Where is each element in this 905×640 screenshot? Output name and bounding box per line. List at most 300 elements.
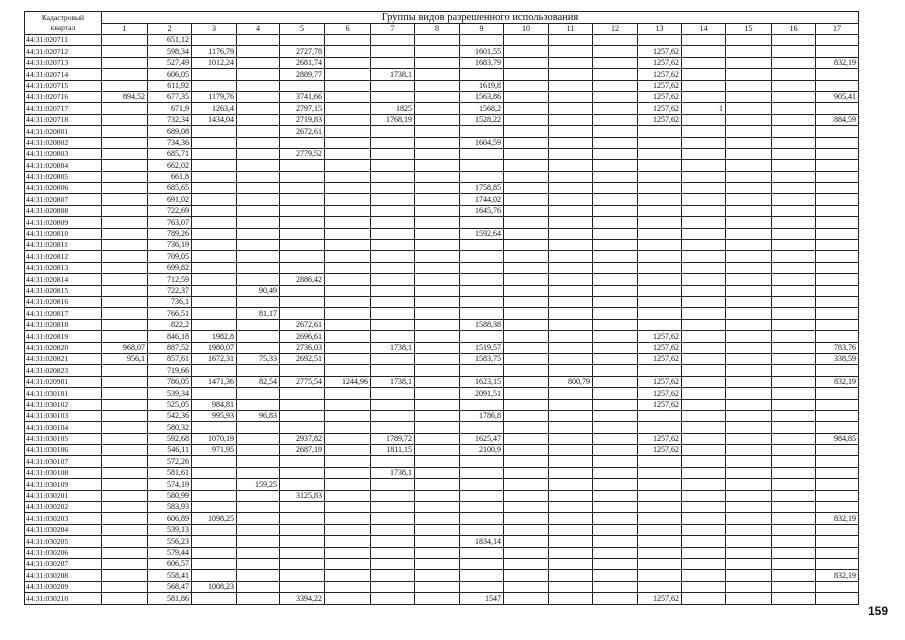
value-cell <box>816 217 859 228</box>
cadastral-quarter-cell: 44:31:030107 <box>25 456 102 467</box>
cadastral-quarter-cell: 44:31:030109 <box>25 479 102 490</box>
value-cell <box>237 547 280 558</box>
value-cell <box>682 183 726 194</box>
cadastral-quarter-cell: 44:31:020819 <box>25 331 102 342</box>
value-cell <box>772 388 816 399</box>
value-cell <box>682 69 726 80</box>
value-cell <box>504 183 549 194</box>
value-cell <box>504 388 549 399</box>
value-cell <box>772 251 816 262</box>
value-cell <box>772 536 816 547</box>
value-cell <box>549 57 593 68</box>
value-cell <box>816 205 859 216</box>
value-cell <box>325 35 371 46</box>
value-cell <box>726 353 772 364</box>
value-cell: 1789,72 <box>371 433 415 444</box>
value-cell <box>371 183 415 194</box>
value-cell: 984,85 <box>816 433 859 444</box>
value-cell <box>460 160 504 171</box>
value-cell <box>772 399 816 410</box>
value-cell <box>504 69 549 80</box>
value-cell <box>682 148 726 159</box>
value-cell <box>772 35 816 46</box>
value-cell <box>504 581 549 592</box>
value-cell <box>682 171 726 182</box>
value-cell <box>549 445 593 456</box>
value-cell <box>192 547 237 558</box>
value-cell: 722,69 <box>148 205 192 216</box>
cadastral-quarter-cell: 44:31:020802 <box>25 137 102 148</box>
value-cell <box>415 536 460 547</box>
table-row <box>25 194 859 205</box>
value-cell: 2727,78 <box>280 46 325 57</box>
value-cell: 712,59 <box>148 274 192 285</box>
value-cell <box>102 69 148 80</box>
value-cell <box>816 46 859 57</box>
table-row <box>25 274 859 285</box>
value-cell <box>325 490 371 501</box>
value-cell <box>549 274 593 285</box>
value-cell: 832,19 <box>816 570 859 581</box>
value-cell <box>237 35 280 46</box>
value-cell <box>726 319 772 330</box>
value-cell <box>682 331 726 342</box>
value-cell <box>549 183 593 194</box>
value-cell: 995,93 <box>192 410 237 421</box>
value-cell <box>102 46 148 57</box>
value-cell <box>638 467 682 478</box>
value-cell <box>192 126 237 137</box>
cadastral-header-line-1: Кадастровый <box>41 13 85 22</box>
value-cell: 1257,62 <box>638 114 682 125</box>
value-cell <box>280 308 325 319</box>
cadastral-quarter-cell: 44:31:020803 <box>25 148 102 159</box>
value-cell: 763,07 <box>148 217 192 228</box>
value-cell <box>504 296 549 307</box>
value-cell <box>237 399 280 410</box>
value-cell <box>102 365 148 376</box>
value-cell <box>415 353 460 364</box>
value-cell <box>772 126 816 137</box>
value-cell <box>549 251 593 262</box>
value-cell <box>460 456 504 467</box>
value-cell <box>192 479 237 490</box>
value-cell: 1070,19 <box>192 433 237 444</box>
value-cell <box>237 160 280 171</box>
value-cell <box>415 570 460 581</box>
value-cell <box>102 160 148 171</box>
value-cell <box>682 217 726 228</box>
value-cell <box>638 126 682 137</box>
value-cell <box>638 570 682 581</box>
value-cell <box>816 456 859 467</box>
value-cell <box>682 91 726 102</box>
value-cell: 905,41 <box>816 91 859 102</box>
value-cell <box>726 422 772 433</box>
value-cell <box>504 217 549 228</box>
value-cell <box>682 80 726 91</box>
value-cell <box>192 456 237 467</box>
value-cell <box>682 581 726 592</box>
land-use-table <box>24 11 859 605</box>
value-cell: 2779,52 <box>280 148 325 159</box>
cadastral-quarter-cell: 44:31:020806 <box>25 183 102 194</box>
value-cell <box>371 353 415 364</box>
value-cell <box>726 126 772 137</box>
value-cell <box>638 217 682 228</box>
value-cell <box>280 581 325 592</box>
value-cell <box>102 570 148 581</box>
value-cell: 539,13 <box>148 524 192 535</box>
value-cell <box>460 490 504 501</box>
value-cell <box>325 80 371 91</box>
value-cell <box>371 160 415 171</box>
value-cell <box>682 547 726 558</box>
value-cell <box>638 274 682 285</box>
table-row <box>25 581 859 592</box>
cadastral-quarter-cell: 44:31:030104 <box>25 422 102 433</box>
value-cell <box>415 35 460 46</box>
value-cell <box>415 319 460 330</box>
value-cell <box>816 319 859 330</box>
table-row <box>25 91 859 102</box>
value-cell <box>593 217 638 228</box>
value-cell <box>504 433 549 444</box>
cadastral-quarter-cell: 44:31:020809 <box>25 217 102 228</box>
value-cell <box>415 581 460 592</box>
value-cell <box>102 228 148 239</box>
value-cell <box>816 296 859 307</box>
value-cell <box>772 558 816 569</box>
cadastral-quarter-cell: 44:31:020821 <box>25 353 102 364</box>
value-cell <box>726 410 772 421</box>
value-cell <box>816 467 859 478</box>
value-cell <box>549 513 593 524</box>
table-row <box>25 319 859 330</box>
value-cell <box>638 513 682 524</box>
value-cell <box>280 80 325 91</box>
column-number-header: 2 <box>148 24 192 35</box>
value-cell <box>549 558 593 569</box>
value-cell <box>415 308 460 319</box>
value-cell: 736,19 <box>148 240 192 251</box>
value-cell <box>682 262 726 273</box>
value-cell <box>280 502 325 513</box>
value-cell <box>638 137 682 148</box>
table-row <box>25 479 859 490</box>
value-cell: 1098,25 <box>192 513 237 524</box>
value-cell <box>726 194 772 205</box>
value-cell <box>816 308 859 319</box>
value-cell <box>460 365 504 376</box>
value-cell <box>415 91 460 102</box>
value-cell <box>280 570 325 581</box>
table-row <box>25 547 859 558</box>
value-cell: 1980,07 <box>192 342 237 353</box>
value-cell <box>682 114 726 125</box>
value-cell <box>593 148 638 159</box>
value-cell <box>593 593 638 604</box>
value-cell <box>638 558 682 569</box>
value-cell: 699,82 <box>148 262 192 273</box>
value-cell <box>816 183 859 194</box>
value-cell <box>280 217 325 228</box>
value-cell: 1528,22 <box>460 114 504 125</box>
value-cell <box>504 479 549 490</box>
value-cell: 1758,85 <box>460 183 504 194</box>
cadastral-quarter-cell: 44:31:030205 <box>25 536 102 547</box>
value-cell: 568,47 <box>148 581 192 592</box>
value-cell <box>726 251 772 262</box>
value-cell <box>280 285 325 296</box>
value-cell <box>772 593 816 604</box>
value-cell <box>682 285 726 296</box>
value-cell <box>816 194 859 205</box>
column-number-header: 6 <box>325 24 371 35</box>
value-cell <box>504 456 549 467</box>
value-cell <box>772 285 816 296</box>
table-row <box>25 388 859 399</box>
value-cell <box>371 274 415 285</box>
value-cell <box>460 148 504 159</box>
value-cell <box>549 365 593 376</box>
value-cell <box>325 137 371 148</box>
value-cell: 1257,62 <box>638 433 682 444</box>
value-cell <box>237 342 280 353</box>
value-cell <box>772 479 816 490</box>
value-cell <box>593 513 638 524</box>
value-cell <box>415 558 460 569</box>
cadastral-quarter-cell: 44:31:020718 <box>25 114 102 125</box>
value-cell <box>192 490 237 501</box>
value-cell <box>549 205 593 216</box>
value-cell: 558,41 <box>148 570 192 581</box>
value-cell <box>504 353 549 364</box>
value-cell: 1244,96 <box>325 376 371 387</box>
value-cell <box>325 456 371 467</box>
value-cell <box>102 422 148 433</box>
value-cell <box>772 502 816 513</box>
value-cell: 734,36 <box>148 137 192 148</box>
value-cell <box>549 217 593 228</box>
cadastral-quarter-cell: 44:31:020901 <box>25 376 102 387</box>
value-cell <box>772 183 816 194</box>
value-cell <box>726 171 772 182</box>
value-cell: 1592,64 <box>460 228 504 239</box>
page-number: 159 <box>868 604 889 618</box>
value-cell <box>102 456 148 467</box>
value-cell <box>280 536 325 547</box>
value-cell <box>504 570 549 581</box>
value-cell <box>549 137 593 148</box>
value-cell <box>772 46 816 57</box>
value-cell <box>192 502 237 513</box>
value-cell: 581,86 <box>148 593 192 604</box>
value-cell <box>726 342 772 353</box>
value-cell <box>504 262 549 273</box>
value-cell: 2672,61 <box>280 319 325 330</box>
value-cell: 2775,54 <box>280 376 325 387</box>
value-cell <box>816 228 859 239</box>
value-cell <box>638 365 682 376</box>
value-cell <box>593 308 638 319</box>
value-cell <box>102 388 148 399</box>
value-cell <box>549 240 593 251</box>
value-cell <box>504 536 549 547</box>
value-cell <box>102 285 148 296</box>
value-cell: 732,34 <box>148 114 192 125</box>
value-cell <box>726 137 772 148</box>
value-cell <box>549 479 593 490</box>
value-cell <box>593 342 638 353</box>
value-cell: 3741,66 <box>280 91 325 102</box>
value-cell <box>192 296 237 307</box>
table-row <box>25 296 859 307</box>
cadastral-quarter-cell: 44:31:030108 <box>25 467 102 478</box>
cadastral-header-line-2: квартал <box>50 23 76 32</box>
value-cell <box>772 80 816 91</box>
value-cell <box>549 160 593 171</box>
value-cell <box>102 114 148 125</box>
column-number-header: 3 <box>192 24 237 35</box>
value-cell: 2100,9 <box>460 445 504 456</box>
value-cell <box>549 126 593 137</box>
value-cell: 525,05 <box>148 399 192 410</box>
value-cell <box>415 399 460 410</box>
value-cell <box>682 456 726 467</box>
value-cell <box>726 160 772 171</box>
table-row <box>25 490 859 501</box>
value-cell <box>772 137 816 148</box>
cadastral-quarter-cell: 44:31:020823 <box>25 365 102 376</box>
value-cell <box>504 240 549 251</box>
value-cell <box>638 148 682 159</box>
value-cell <box>192 558 237 569</box>
value-cell <box>593 399 638 410</box>
table-row <box>25 35 859 46</box>
value-cell <box>280 171 325 182</box>
value-cell <box>237 445 280 456</box>
value-cell <box>504 445 549 456</box>
cadastral-quarter-cell: 44:31:020810 <box>25 228 102 239</box>
value-cell <box>237 137 280 148</box>
value-cell <box>816 240 859 251</box>
value-cell <box>371 91 415 102</box>
value-cell <box>192 205 237 216</box>
value-cell <box>726 114 772 125</box>
cadastral-quarter-cell: 44:31:020715 <box>25 80 102 91</box>
value-cell <box>726 103 772 114</box>
value-cell: 1645,76 <box>460 205 504 216</box>
value-cell: 1768,19 <box>371 114 415 125</box>
value-cell: 971,95 <box>192 445 237 456</box>
value-cell <box>772 445 816 456</box>
value-cell <box>638 160 682 171</box>
value-cell <box>726 456 772 467</box>
value-cell <box>593 467 638 478</box>
table-row <box>25 308 859 319</box>
value-cell <box>460 422 504 433</box>
value-cell <box>504 91 549 102</box>
cadastral-quarter-cell: 44:31:020712 <box>25 46 102 57</box>
value-cell: 546,11 <box>148 445 192 456</box>
value-cell <box>772 319 816 330</box>
value-cell: 1257,62 <box>638 103 682 114</box>
value-cell <box>371 137 415 148</box>
value-cell <box>593 388 638 399</box>
cadastral-quarter-cell: 44:31:020808 <box>25 205 102 216</box>
value-cell: 1257,62 <box>638 91 682 102</box>
value-cell <box>816 524 859 535</box>
value-cell: 1738,1 <box>371 342 415 353</box>
value-cell <box>325 274 371 285</box>
value-cell <box>415 422 460 433</box>
value-cell <box>638 262 682 273</box>
table-row <box>25 57 859 68</box>
value-cell <box>325 296 371 307</box>
value-cell <box>726 376 772 387</box>
cadastral-quarter-cell: 44:31:020814 <box>25 274 102 285</box>
value-cell <box>325 205 371 216</box>
value-cell <box>192 308 237 319</box>
value-cell <box>682 35 726 46</box>
value-cell <box>504 35 549 46</box>
value-cell <box>772 217 816 228</box>
value-cell <box>593 376 638 387</box>
table-row <box>25 80 859 91</box>
value-cell <box>726 536 772 547</box>
value-cell <box>816 558 859 569</box>
value-cell: 1619,8 <box>460 80 504 91</box>
value-cell <box>280 479 325 490</box>
value-cell <box>102 536 148 547</box>
value-cell <box>682 319 726 330</box>
value-cell <box>415 114 460 125</box>
value-cell <box>549 285 593 296</box>
value-cell: 1672,31 <box>192 353 237 364</box>
value-cell <box>549 433 593 444</box>
value-cell <box>415 80 460 91</box>
value-cell <box>102 103 148 114</box>
value-cell <box>682 479 726 490</box>
value-cell <box>726 558 772 569</box>
value-cell: 1583,75 <box>460 353 504 364</box>
value-cell <box>237 114 280 125</box>
value-cell <box>460 240 504 251</box>
value-cell <box>504 593 549 604</box>
value-cell <box>192 69 237 80</box>
value-cell <box>772 490 816 501</box>
value-cell: 1744,02 <box>460 194 504 205</box>
value-cell: 736,1 <box>148 296 192 307</box>
value-cell <box>102 410 148 421</box>
value-cell: 1257,62 <box>638 46 682 57</box>
value-cell <box>504 558 549 569</box>
value-cell <box>504 342 549 353</box>
cadastral-quarter-cell: 44:31:030202 <box>25 502 102 513</box>
value-cell <box>460 69 504 80</box>
cadastral-quarter-cell: 44:31:020717 <box>25 103 102 114</box>
table-row <box>25 536 859 547</box>
value-cell <box>682 240 726 251</box>
value-cell <box>415 490 460 501</box>
value-cell: 527,49 <box>148 57 192 68</box>
value-cell: 581,61 <box>148 467 192 478</box>
value-cell <box>593 205 638 216</box>
value-cell <box>816 547 859 558</box>
value-cell <box>460 217 504 228</box>
value-cell <box>415 376 460 387</box>
